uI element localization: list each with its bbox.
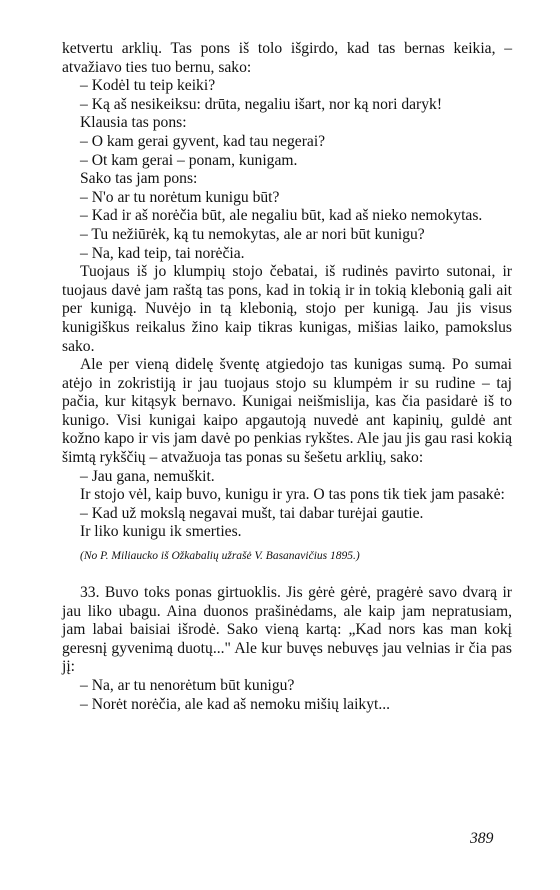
paragraph: – O kam gerai gyvent, kad tau negerai? [80,132,326,150]
paragraph: Ale per vieną didelę šventę atgiedojo tas kunigas sumą. Po sumai atėjo in zokristiją ir jau tuojaus stojo su klumpėm ir su rudine – taj pačia, kur kitąsyk bernavo. Kunigai neišmislija, kas čia pasidarė iš to kunigo. Visi kunigai kaipo apgautoją nuvedė ant kapinių, guldė ant kožno kapo ir vis jam davė po penkias rykštes. Ale jau jis gau rasi kokią šimtą rykščių – atvažuoja tas ponas su šešetu arklių, sako: [62,356,512,467]
paragraph: – Kad ir aš norėčia būt, ale negaliu būt, kad aš nieko nemokytas. [80,207,483,225]
story-text [62,40,512,542]
paragraph: – Tu nežiūrėk, ką tu nemokytas, ale ar nori būt kunigu? [80,225,425,243]
paragraph: ketvertu arklių. Tas pons iš tolo išgirdo, kad tas bernas keikia, – atvažiavo ties tuo bernu, sako: [62,40,512,76]
source-note-wrap [62,548,512,584]
paragraph: – N'o ar tu norėtum kunigu būt? [80,188,280,206]
paragraph: – Ot kam gerai – ponam, kunigam. [80,151,298,169]
paragraph: 33. Buvo toks ponas girtuoklis. Jis gėrė gėrė, pragėrė savo dvarą ir jau liko ubagu. Aina duonos prašinėdams, ale kaip jam nepratusiam, jam labai baisiai išrodė. Sako vieną kartą: „Kad nors kas man kokį geresnį gyvenimą duotų..." Ale kur buvęs nebuvęs jau velnias ir čia pas jį: [62,584,512,676]
paragraph: Ir stojo vėl, kaip buvo, kunigu ir yra. O tas pons tik tiek jam pasakė: [80,486,505,504]
paragraph: – Na, ar tu nenorėtum būt kunigu? [80,677,295,694]
paragraph: – Kad už mokslą negavai mušt, tai dabar turėjai gautie. [80,504,424,522]
paragraph: Ir liko kunigu ik smerties. [80,523,242,541]
page-number: 389 [470,830,494,847]
paragraph: – Jau gana, nemuškit. [80,467,215,485]
paragraph: Sako tas jam pons: [80,170,198,188]
paragraph: – Ką aš nesikeiksu: drūta, negaliu išart, nor ką nori daryk! [80,95,443,113]
paragraph: – Kodėl tu teip keiki? [80,77,216,95]
page-body [62,40,512,714]
paragraph: – Norėt norėčia, ale kad aš nemoku mišių laikyt... [80,695,391,713]
paragraph: Tuojaus iš jo klumpių stojo čebatai, iš rudinės pavirto sutonai, ir tuojaus davė jam raštą tas pons, kad in tokią ir in tokią klebonią gali ait per kunigą. Nuvėjo in tą klebonią, stojo per kunigą. Jau jis visus kunigiškus reikalus žino kaip tikras kunigas, mišias laiko, pamokslus sako. [62,263,512,355]
source-note: (No P. Miliaucko iš Ožkabalių užrašė V. Basanavičius 1895.) [80,550,360,563]
story-33-text [62,584,512,714]
paragraph: Klausia tas pons: [80,114,187,132]
paragraph: – Na, kad teip, tai norėčia. [80,244,245,262]
